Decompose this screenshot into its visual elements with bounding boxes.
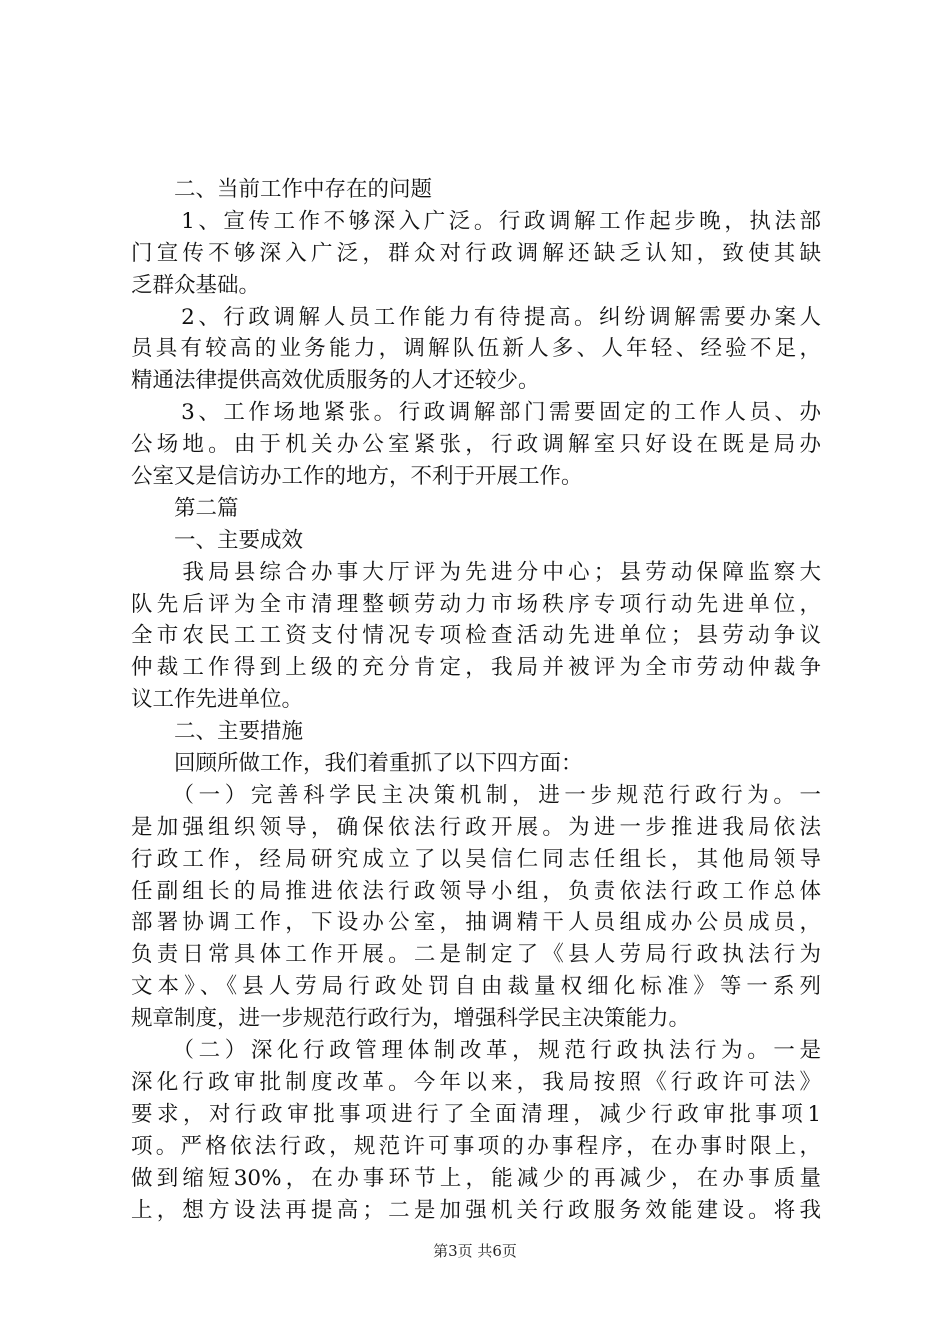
text-line: 部署协调工作，下设办公室，抽调精干人员组成办公员成员， <box>131 910 821 936</box>
text-line: 负责日常具体工作开展。二是制定了《县人劳局行政执法行为 <box>131 942 821 968</box>
text-line: 行政工作，经局研究成立了以吴信仁同志任组长，其他局领导 <box>131 846 821 872</box>
document-body <box>131 174 821 1226</box>
text-line: 二、当前工作中存在的问题 <box>131 177 433 202</box>
text-line: 任副组长的局推进依法行政领导小组，负责依法行政工作总体 <box>131 878 821 904</box>
text-line: 深化行政审批制度改革。今年以来，我局按照《行政许可法》 <box>131 1069 821 1095</box>
text-line: 一、主要成效 <box>131 527 304 553</box>
text-line: 乏群众基础。 <box>131 272 261 298</box>
text-line: 上，想方设法再提高；二是加强机关行政服务效能建设。将我 <box>131 1197 821 1223</box>
text-line: 员具有较高的业务能力，调解队伍新人多、人年轻、经验不足， <box>131 336 821 362</box>
text-line: 1、宣传工作不够深入广泛。行政调解工作起步晚，执法部 <box>131 208 821 234</box>
text-line: 仲裁工作得到上级的充分肯定，我局并被评为全市劳动仲裁争 <box>131 655 821 681</box>
text-line: 第二篇 <box>131 495 239 521</box>
text-line: （二）深化行政管理体制改革，规范行政执法行为。一是 <box>131 1038 821 1064</box>
text-line: 精通法律提供高效优质服务的人才还较少。 <box>131 368 540 394</box>
text-line: 是加强组织领导，确保依法行政开展。为进一步推进我局依法 <box>131 814 821 840</box>
text-line: 议工作先进单位。 <box>131 687 304 713</box>
text-line: 门宣传不够深入广泛，群众对行政调解还缺乏认知，致使其缺 <box>131 240 821 266</box>
page-footer: 第3页 共6页 <box>433 1242 517 1260</box>
text-line: 2、行政调解人员工作能力有待提高。纠纷调解需要办案人 <box>131 304 821 330</box>
text-line: 回顾所做工作，我们着重抓了以下四方面： <box>131 751 583 777</box>
text-line: 要求，对行政审批事项进行了全面清理，减少行政审批事项1 <box>131 1101 821 1127</box>
text-line: 队先后评为全市清理整顿劳动力市场秩序专项行动先进单位， <box>131 591 821 617</box>
text-line: 文本》、《县人劳局行政处罚自由裁量权细化标准》等一系列 <box>131 974 821 1000</box>
text-line: 公场地。由于机关办公室紧张，行政调解室只好设在既是局办 <box>131 432 821 458</box>
text-line: 全市农民工工资支付情况专项检查活动先进单位；县劳动争议 <box>131 623 821 649</box>
text-line: 公室又是信访办工作的地方，不利于开展工作。 <box>131 464 583 490</box>
text-line: 项。严格依法行政，规范许可事项的办事程序，在办事时限上， <box>131 1133 821 1159</box>
text-line: 3、工作场地紧张。行政调解部门需要固定的工作人员、办 <box>131 400 821 426</box>
text-line: 二、主要措施 <box>131 719 304 745</box>
text-line: 我局县综合办事大厅评为先进分中心；县劳动保障监察大 <box>131 559 821 585</box>
text-line: 规章制度，进一步规范行政行为，增强科学民主决策能力。 <box>131 1006 691 1032</box>
text-line: （一）完善科学民主决策机制，进一步规范行政行为。一 <box>131 782 821 808</box>
text-line: 做到缩短30%，在办事环节上，能减少的再减少，在办事质量 <box>131 1165 821 1191</box>
